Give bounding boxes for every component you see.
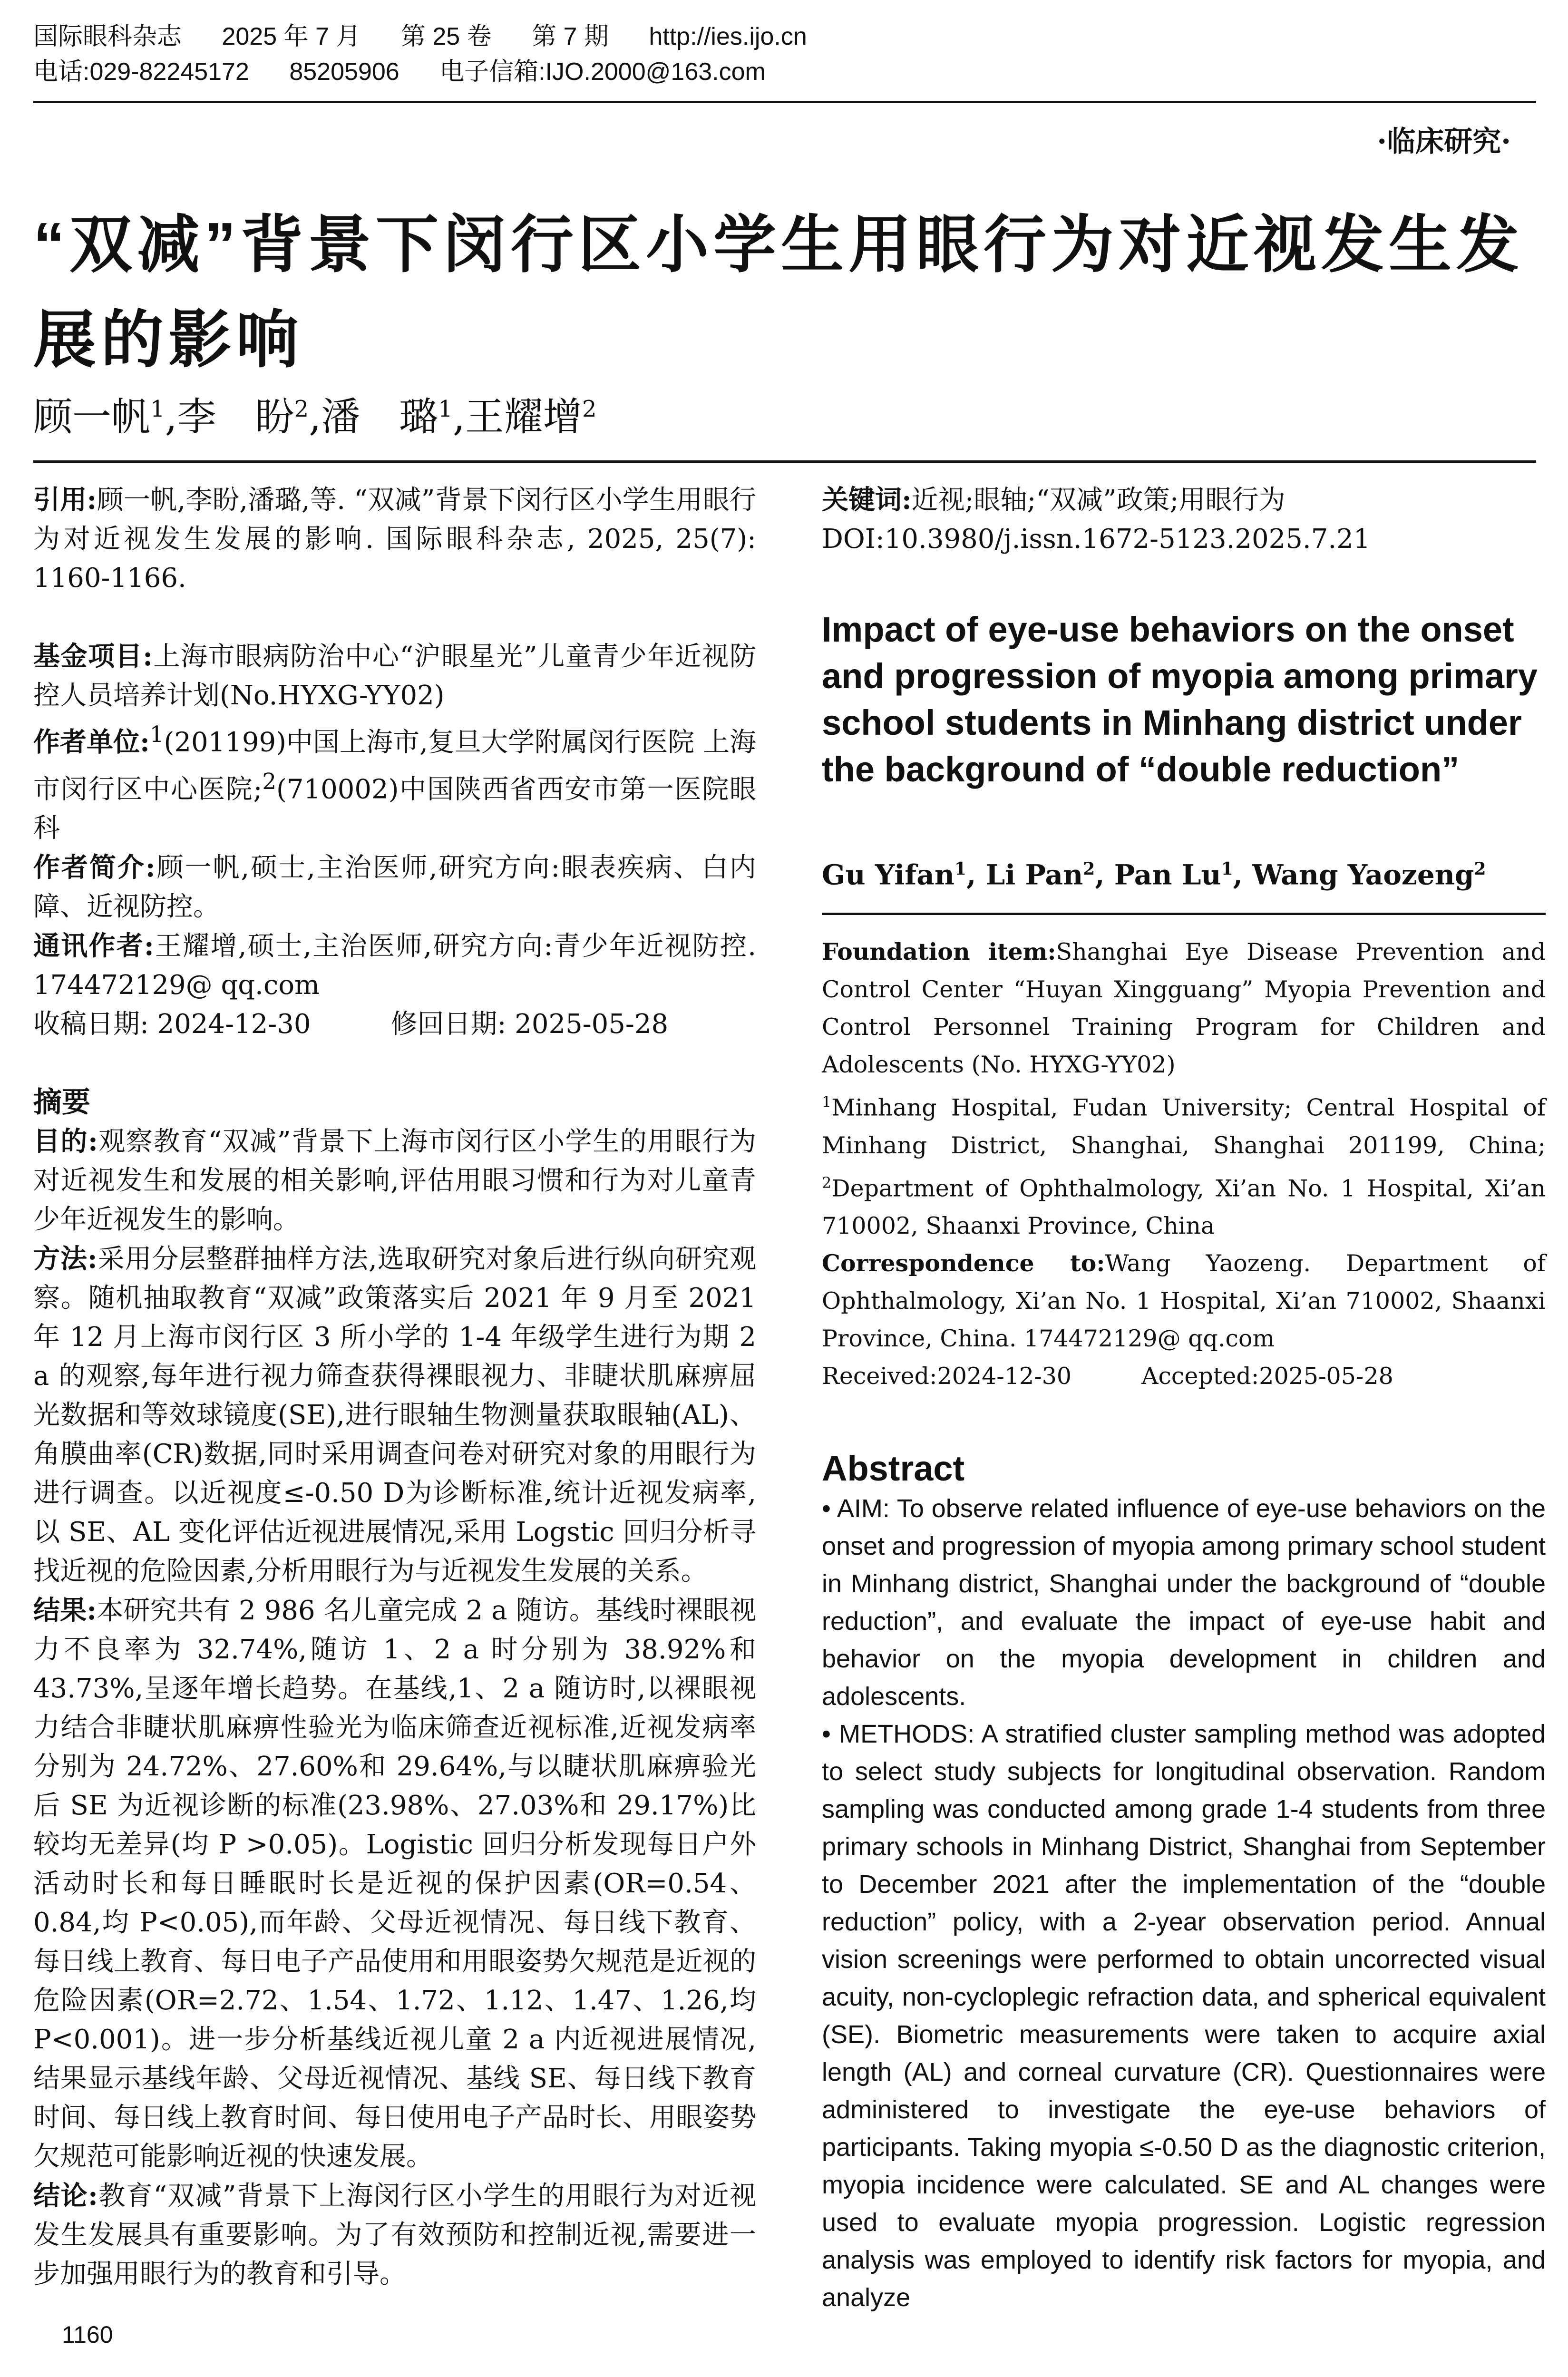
citation-text: 顾一帆,李盼,潘璐,等. “双减”背景下闵行区小学生用眼行为对近视发生发展的影响. 国际眼科杂志, 2025, 25(7): 1160-1166. (33, 485, 757, 594)
en-fund-label: Foundation item: (822, 938, 1056, 966)
corr-label: 通讯作者: (33, 930, 154, 962)
issue-date: 2025 年 7 月 (222, 23, 361, 50)
en-fund-text: Shanghai Eye Disease Prevention and Control Center “Huyan Xingguang” Myopia Prevention and Control Personnel Training Program for Children and Adolescents (No. HYXG-YY02) (822, 938, 1546, 1079)
authors-divider (33, 460, 1536, 463)
author-affil-sup: 2 (294, 396, 309, 422)
affiliation (33, 715, 756, 848)
abstract-methods (33, 1239, 756, 1591)
english-abstract-title: Abstract (822, 1448, 965, 1488)
methods-text: 采用分层整群抽样方法,选取研究对象后进行纵向研究观察。随机抽取教育“双减”政策落实后 2021 年 9 月至 2021 年 12 月上海市闵行区 3 所小学的 1-4 年级学生进行为期 2 a 的观察,每年进行视力筛查获得裸眼视力、非睫状肌麻痹屈光数据和等效球镜度(SE),进行眼轴生物测量获取眼轴(AL)、角膜曲率(CR)数据,同时采用调查问卷对研究对象的用眼行为进行调查。以近视度≤-0.50 D为诊断标准,统计近视发病率,以 SE、AL 变化评估近视进展情况,采用 Logstic 回归分析寻找近视的危险因素,分析用眼行为与近视发生发展的关系。 (33, 1244, 756, 1587)
issue-number: 第 7 期 (532, 23, 609, 50)
english-authors-divider (822, 913, 1546, 915)
english-column (822, 480, 1546, 2317)
english-meta (822, 933, 1546, 1395)
en-corr-text[interactable]: Wang Yaozeng. Department of Ophthalmology, Xi’an No. 1 Hospital, Xi’an 710002, Shaanxi Province, China. 174472129@ qq.com (822, 1249, 1546, 1352)
journal-name: 国际眼科杂志 (33, 23, 182, 50)
english-title: Impact of eye-use behaviors on the onset and progression of myopia among primary school students in Minhang district under the background of “double reduction” (822, 610, 1538, 789)
en-correspondence (822, 1245, 1546, 1357)
corr-text[interactable]: 王耀增,硕士,主治医师,研究方向:青少年近视防控. 174472129@ qq.com (33, 931, 756, 1001)
dates (33, 1005, 756, 1044)
en-author-sup: 1 (954, 859, 967, 879)
results-text: 本研究共有 2 986 名儿童完成 2 a 随访。基线时裸眼视力不良率为 32.74%,随访 1、2 a 时分别为 38.92%和 43.73%,呈逐年增长趋势。在基线,1、2 a 随访时,以裸眼视力结合非睫状肌麻痹性验光为临床筛查近视标准,近视发病率分别为 24.72%、27.60%和 29.64%,与以睫状肌麻痹验光后 SE 为近视诊断的标准(23.98%、27.03%和 29.17%)比较均无差异(均 P >0.05)。Logistic 回归分析发现每日户外活动时长和每日睡眠时长是近视的保护因素(OR=0.54、0.84,均 P<0.05),而年龄、父母近视情况、每日线下教育、每日线上教育、每日电子产品使用和用眼姿势欠规范是近视的危险因素(OR=2.72、1.54、1.72、1.12、1.47、1.26,均 P<0.001)。进一步分析基线近视儿童 2 a 内近视进展情况,结果显示基线年龄、父母近视情况、基线 SE、每日线下教育时间、每日线上教育时间、每日使用电子产品时长、用眼姿势欠规范可能影响近视的快速发展。 (33, 1595, 756, 2172)
english-abstract (822, 1490, 1546, 2317)
abstract-title: 摘要 (33, 1086, 90, 1120)
volume: 第 25 卷 (400, 23, 492, 50)
citation-label: 引用: (33, 484, 97, 516)
author-name: 李 盼 (177, 394, 294, 440)
phone: 电话:029-82245172 (33, 58, 249, 86)
en-author-name: Pan Lu (1114, 858, 1221, 891)
en-author-name: Wang Yaozeng (1252, 858, 1474, 891)
doi[interactable]: DOI:10.3980/j.issn.1672-5123.2025.7.21 (822, 524, 1371, 555)
en-author-sup: 2 (1474, 859, 1486, 879)
journal-header (33, 19, 1536, 89)
author-affil-sup: 1 (150, 396, 165, 422)
en-author-sup: 2 (1083, 859, 1095, 879)
author-name: 王耀增 (465, 394, 582, 440)
article-title: “双减”背景下闵行区小学生用眼行为对近视发生发展的影响 (33, 210, 1524, 375)
en-affiliation-1: Minhang Hospital, Fudan University; Central Hospital of Minhang District, Shanghai, Shanghai 201199, China; (822, 1094, 1546, 1159)
fund-label: 基金项目: (33, 641, 153, 672)
keywords-label: 关键词: (822, 484, 912, 516)
affil-sup: 1 (149, 722, 164, 748)
fund-info (33, 637, 756, 715)
affiliation-1: (201199)中国上海市,复旦大学附属闵行医院 上海市闵行区中心医院; (33, 727, 757, 805)
en-foundation (822, 933, 1546, 1083)
en-author-name: Li Pan (985, 858, 1083, 891)
fund-text: 上海市眼病防治中心“沪眼星光”儿童青少年近视防控人员培养计划(No.HYXG-YY02) (33, 641, 756, 711)
corresponding-author (33, 926, 756, 1005)
affil-sup: 2 (262, 769, 277, 795)
en-received: Received:2024-12-30 (822, 1362, 1072, 1390)
en-dates (822, 1357, 1546, 1395)
received-date: 收稿日期: 2024-12-30 (33, 1009, 311, 1040)
methods-label: 方法: (33, 1243, 97, 1275)
page-number: 1160 (62, 2321, 113, 2348)
affiliation-2: (710002)中国陕西省西安市第一医院眼科 (33, 774, 757, 844)
en-affil-sup: 2 (822, 1173, 832, 1192)
aim-text: 观察教育“双减”背景下上海市闵行区小学生的用眼行为对近视发生和发展的相关影响,评估用眼习惯和行为对儿童青少年近视发生的影响。 (33, 1126, 757, 1236)
en-methods-text: A stratified cluster sampling method was adopted to select study subjects for longitudinal observation. Random sampling was conducted among grade 1-4 students from three primary schools in Minhang District, Shanghai from September to December 2021 after the implementation of the “double reduction” policy, with a 2-year observation period. Annual vision screenings were performed to obtain uncorrected visual acuity, non-cycloplegic refraction data, and spherical equivalent (SE). Biometric measurements were taken to acquire axial length (AL) and corneal curvature (CR). Questionnaires were administered to investigate the eye-use behaviors of participants. Taking myopia ≤-0.50 D as the diagnostic criterion, myopia incidence were calculated. SE and AL changes were used to evaluate myopia progression. Logistic regression analysis was employed to identify risk factors for myopia, and analyze (822, 1719, 1546, 2312)
author-separator: , (165, 394, 177, 440)
author-separator: , (309, 394, 321, 440)
author-affil-sup: 2 (582, 396, 597, 422)
en-affil-sup: 1 (822, 1093, 832, 1111)
en-aim-label: • AIM: (822, 1494, 890, 1523)
email[interactable]: 电子信箱:IJO.2000@163.com (439, 58, 766, 86)
author-bio (33, 848, 756, 926)
abstract-aim (33, 1122, 756, 1239)
en-affiliation (822, 1083, 1546, 1245)
author-name: 顾一帆 (33, 394, 151, 440)
en-abstract-methods (822, 1715, 1546, 2317)
author-list (33, 380, 596, 446)
conclusion-text: 教育“双减”背景下上海闵行区小学生的用眼行为对近视发生发展具有重要影响。为了有效预防和控制近视,需要进一步加强用眼行为的教育和引导。 (33, 2181, 757, 2290)
abstract-results (33, 1591, 756, 2176)
bio-label: 作者简介: (33, 852, 156, 884)
conclusion-label: 结论: (33, 2180, 98, 2212)
affiliation-label: 作者单位: (33, 726, 150, 758)
journal-url[interactable]: http://ies.ijo.cn (649, 23, 807, 50)
en-affiliation-2: Department of Ophthalmology, Xi’an No. 1 Hospital, Xi’an 710002, Shaanxi Province, China (822, 1174, 1546, 1239)
en-accepted: Accepted:2025-05-28 (1141, 1362, 1393, 1390)
bio-text: 顾一帆,硕士,主治医师,研究方向:眼表疾病、白内障、近视防控。 (33, 852, 756, 923)
author-affil-sup: 1 (438, 396, 453, 422)
en-corr-label: Correspondence to: (822, 1249, 1105, 1277)
keywords-text: 近视;眼轴;“双减”政策;用眼行为 (911, 485, 1286, 516)
en-aim-text: To observe related influence of eye-use behaviors on the onset and progression of myopia among primary school student in Minhang district, Shanghai under the background of “double reduction”, and evaluate the impact of eye-use habit and behavior on the myopia development in children and adolescents. (822, 1494, 1546, 1711)
aim-label: 目的: (33, 1126, 98, 1158)
citation (33, 480, 756, 598)
section-tag: ·临床研究· (1377, 125, 1511, 158)
abstract-conclusion (33, 2176, 756, 2294)
author-separator: , (452, 394, 465, 440)
en-methods-label: • METHODS: (822, 1719, 975, 1748)
chinese-column (33, 480, 756, 2294)
results-label: 结果: (33, 1595, 97, 1627)
en-author-sup: 1 (1221, 859, 1233, 879)
en-author-name: Gu Yifan (822, 858, 955, 891)
english-authors: Gu Yifan$^1$, Li Pan$^2$, Pan Lu$^1$, Wang Yaozeng$^2$ (822, 858, 1486, 891)
phone-2: 85205906 (289, 58, 399, 86)
author-name: 潘 璐 (321, 394, 438, 440)
revised-date: 修回日期: 2025-05-28 (390, 1009, 669, 1040)
en-abstract-aim (822, 1490, 1546, 1715)
header-divider (33, 101, 1536, 103)
keywords-block (822, 480, 1546, 559)
